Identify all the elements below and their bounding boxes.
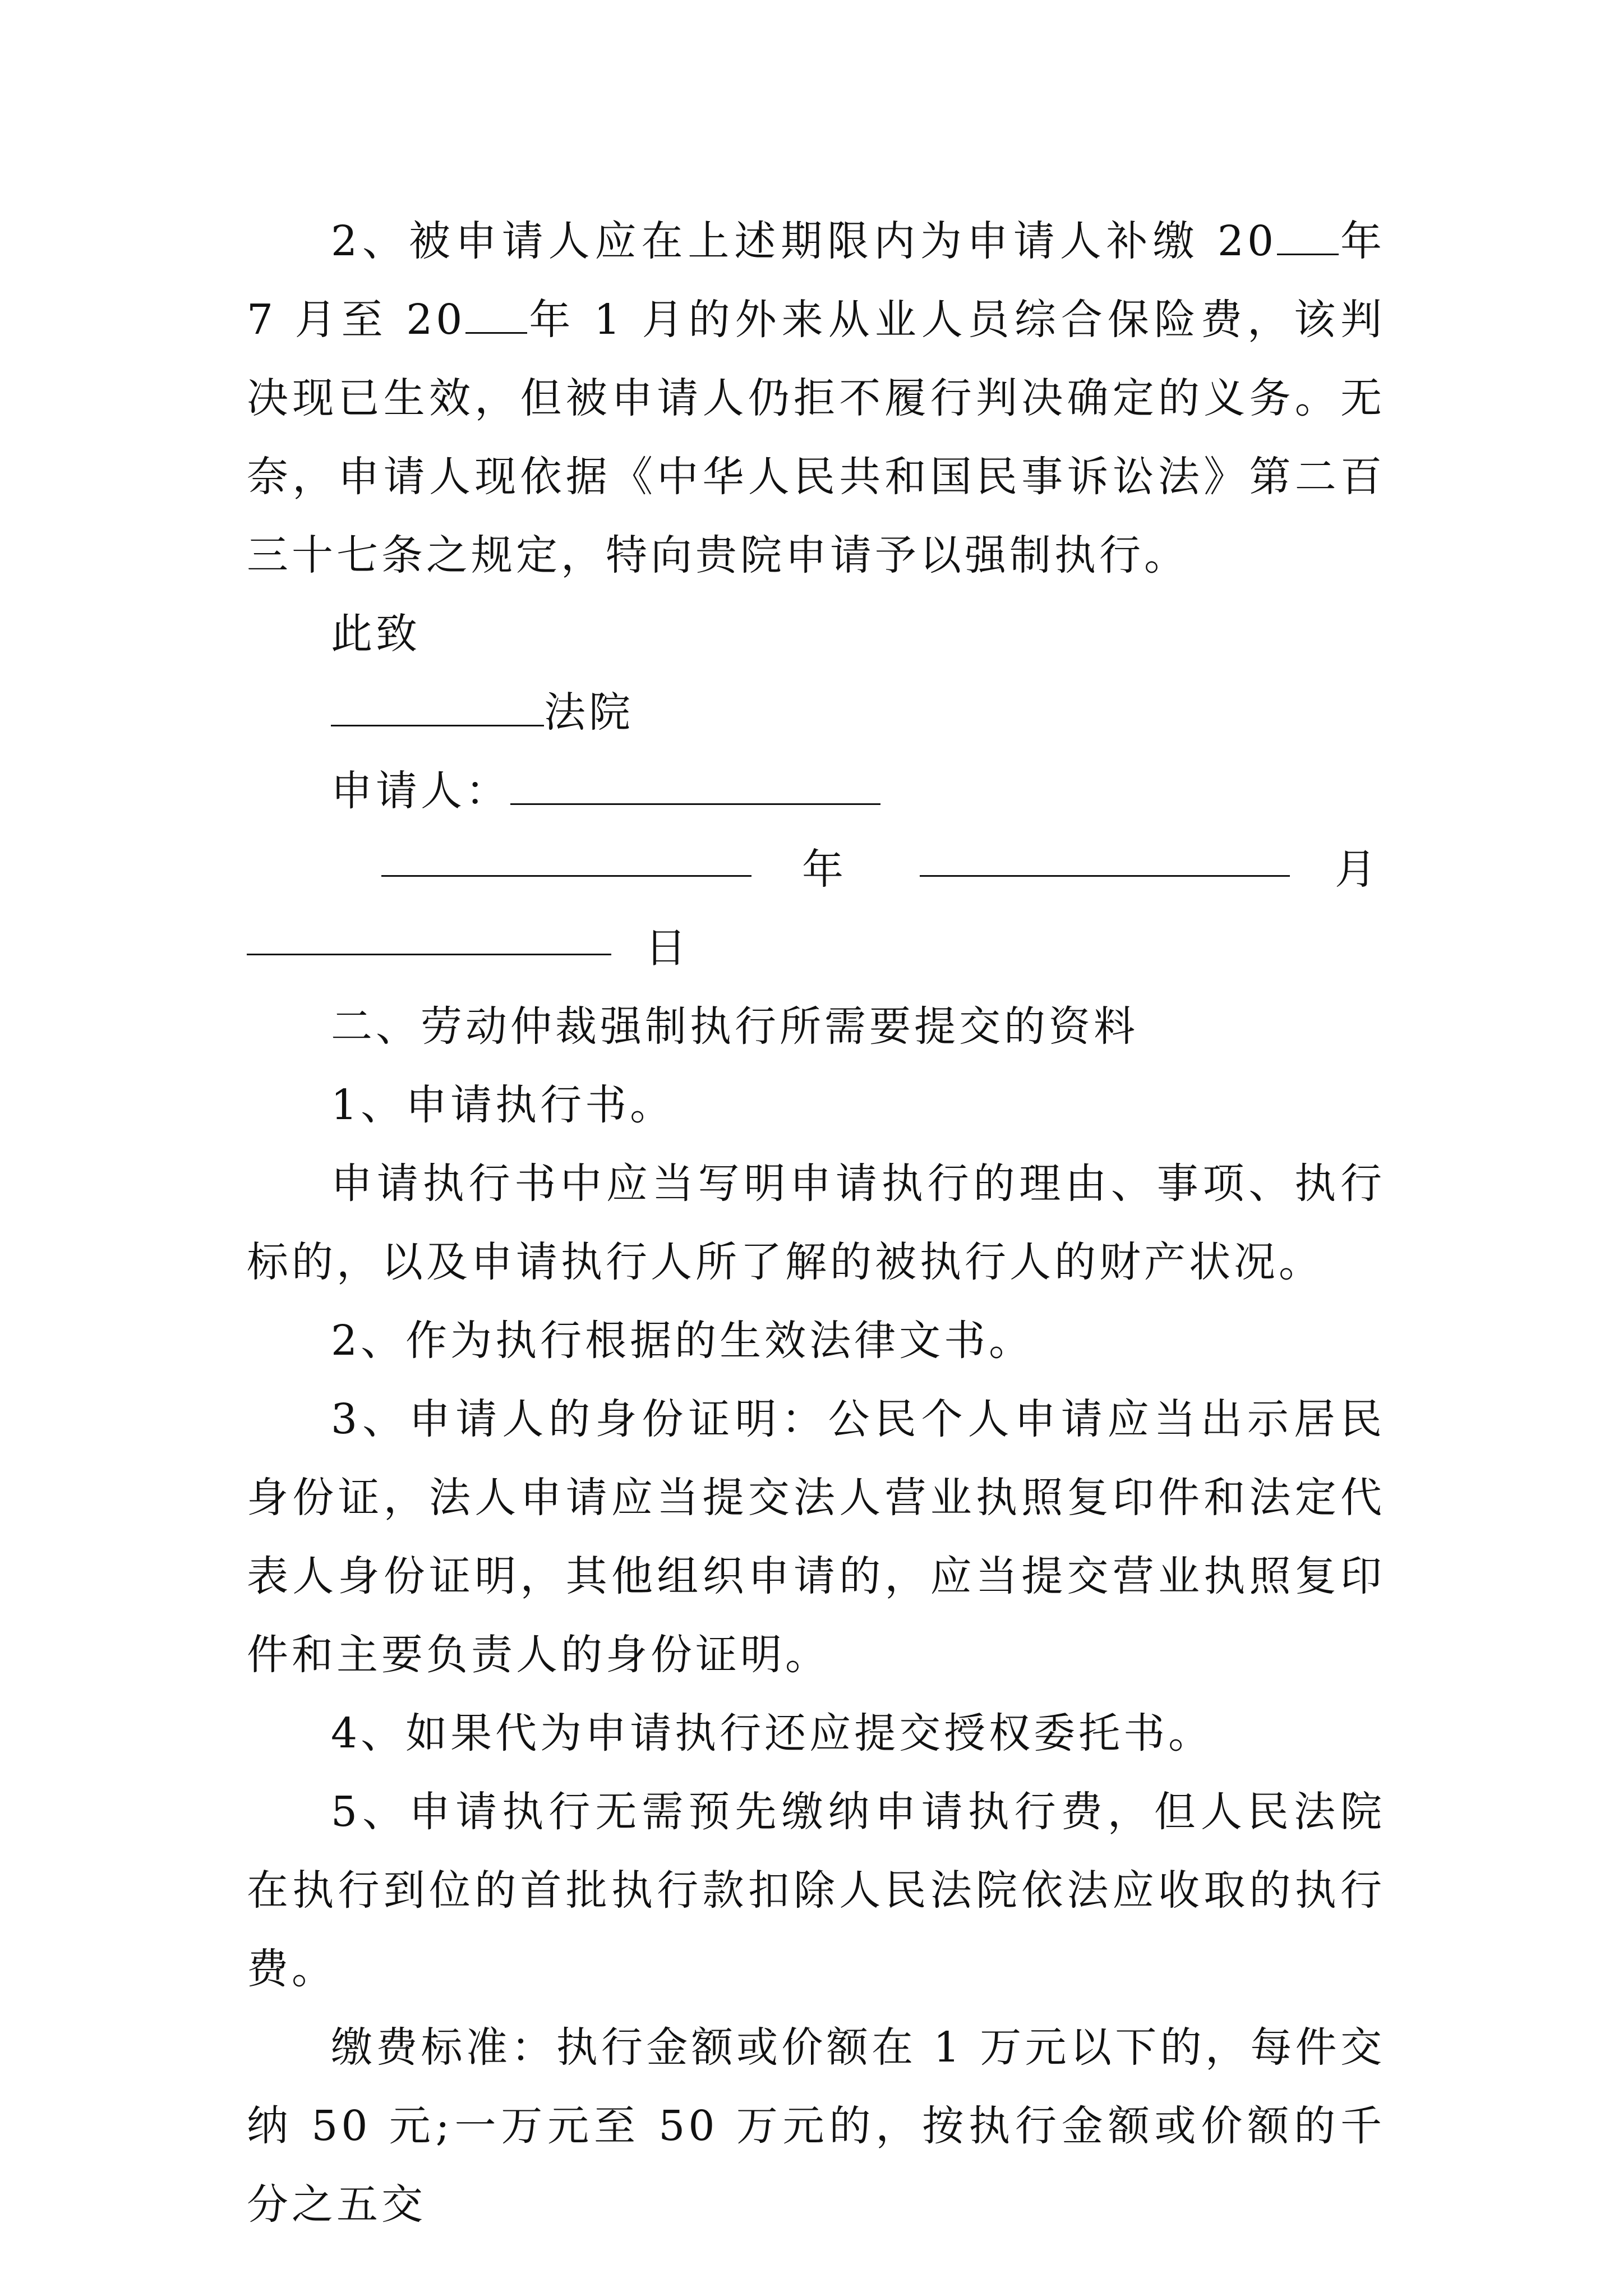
- date-month-label: 月: [1335, 845, 1380, 894]
- document-body: [247, 202, 1385, 2244]
- paragraph-text: 2、被申请人应在上述期限内为申请人补缴 20: [331, 217, 1278, 265]
- list-item: 申请执行书中应当写明申请执行的理由、事项、执行标的，以及申请执行人所了解的被执行人的财产状况。: [247, 1159, 1385, 1286]
- court-suffix: 法院: [544, 688, 634, 737]
- list-item: 3、申请人的身份证明：公民个人申请应当出示居民身份证，法人申请应当提交法人营业执照复印件和法定代表人身份证明，其他组织申请的，应当提交营业执照复印件和主要负责人的身份证明。: [247, 1395, 1385, 1679]
- list-item: 缴费标准：执行金额或价额在 1 万元以下的，每件交纳 50 元;一万元至 50 万元的，按执行金额或价额的千分之五交: [247, 2023, 1385, 2229]
- year-blank: [1277, 214, 1339, 255]
- date-row-day: [247, 909, 1385, 987]
- court-line: [247, 673, 1385, 752]
- list-item: 5、申请执行无需预先缴纳申请执行费，但人民法院在执行到位的首批执行款扣除人民法院依法应收取的执行费。: [247, 1788, 1385, 1993]
- paragraph-enforcement-request: [247, 202, 1385, 595]
- applicant-name-blank: [510, 758, 880, 805]
- date-year-label: 年: [802, 845, 847, 894]
- court-name-blank: [331, 680, 544, 726]
- month-value-blank: [920, 830, 1290, 877]
- paragraph-text: 年 1 月的外来从业人员综合保险费，该判决现已生效，但被申请人仍拒不履行判决确定的义务。无奈，申请人现依据《中华人民共和国民事诉讼法》第二百三十七条之规定，特向贵院申请予以强制执行。: [247, 296, 1385, 579]
- list-item: 2、作为执行根据的生效法律文书。: [331, 1317, 1034, 1365]
- year-value-blank: [381, 830, 751, 877]
- salutation: 此致: [331, 610, 421, 658]
- section-heading: 二、劳动仲裁强制执行所需要提交的资料: [331, 1002, 1138, 1051]
- applicant-label: 申请人：: [331, 767, 510, 815]
- day-value-blank: [247, 909, 611, 955]
- paragraph-text: 年 7 月至 20: [247, 217, 1386, 344]
- list-item: 4、如果代为申请执行还应提交授权委托书。: [331, 1709, 1214, 1757]
- date-row-year-month: [247, 830, 1385, 909]
- list-item: 1、申请执行书。: [331, 1081, 675, 1129]
- year-blank: [465, 293, 527, 334]
- applicant-line: [247, 752, 1385, 830]
- date-day-label: 日: [645, 924, 690, 972]
